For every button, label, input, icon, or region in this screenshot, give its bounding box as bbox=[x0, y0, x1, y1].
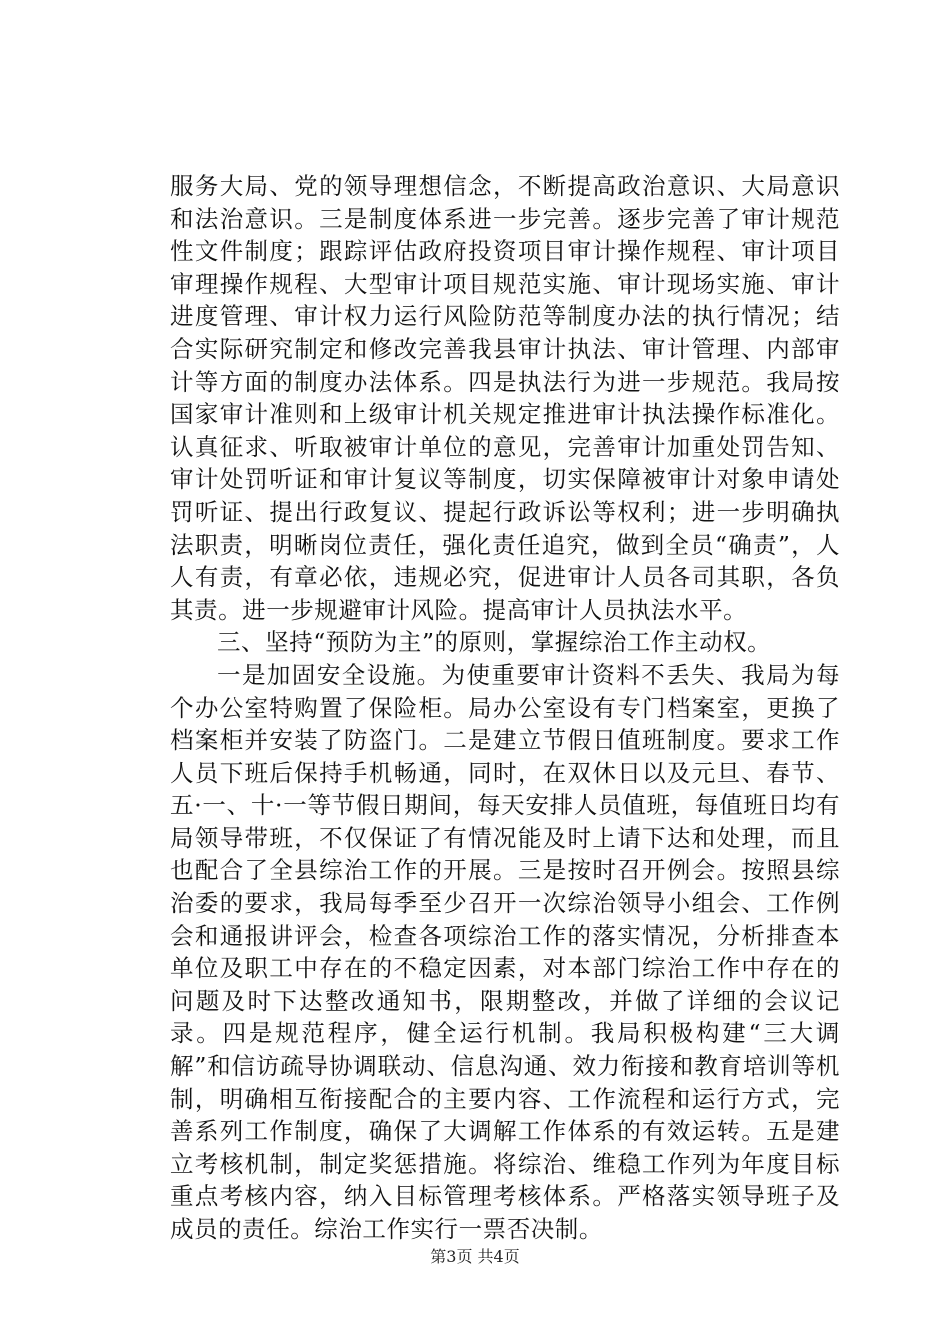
section-heading: 三、坚持“预防为主”的原则，掌握综治工作主动权。 bbox=[217, 628, 772, 657]
paragraph: 一是加固安全设施。为使重要审计资料不丢失、我局为每个办公室特购置了保险柜。局办公室设有专门档案室，更换了档案柜并安装了防盗门。二是建立节假日值班制度。要求工作人员下班后保持手机畅通，同时，在双休日以及元旦、春节、五·一、十·一等节假日期间，每天安排人员值班，每值班日均有局领导带班，不仅保证了有情况能及时上请下达和处理，而且也配合了全县综治工作的开展。三是按时召开例会。按照县综治委的要求，我局每季至少召开一次综治领导小组会、工作例会和通报讲评会，检查各项综治工作的落实情况，分析排查本单位及职工中存在的不稳定因素，对本部门综治工作中存在的问题及时下达整改通知书，限期整改，并做了详细的会议记录。四是规范程序，健全运行机制。我局积极构建“三大调解”和信访疏导协调联动、信息沟通、效力衔接和教育培训等机制，明确相互衔接配合的主要内容、工作流程和运行方式，完善系列工作制度，确保了大调解工作体系的有效运转。五是建立考核机制，制定奖惩措施。将综治、维稳工作列为年度目标重点考核内容，纳入目标管理考核体系。严格落实领导班子及成员的责任。综治工作实行一票否决制。 bbox=[170, 660, 840, 1243]
page-footer: 第3页 共4页 bbox=[430, 1247, 520, 1266]
paragraph-continuation: 服务大局、党的领导理想信念，不断提高政治意识、大局意识和法治意识。三是制度体系进一步完善。逐步完善了审计规范性文件制度；跟踪评估政府投资项目审计操作规程、审计项目审理操作规程、大型审计项目规范实施、审计现场实施、审计进度管理、审计权力运行风险防范等制度办法的执行情况；结合实际研究制定和修改完善我县审计执法、审计管理、内部审计等方面的制度办法体系。四是执法行为进一步规范。我局按国家审计准则和上级审计机关规定推进审计执法操作标准化。认真征求、听取被审计单位的意见，完善审计加重处罚告知、审计处罚听证和审计复议等制度，切实保障被审计对象申请处罚听证、提出行政复议、提起行政诉讼等权利；进一步明确执法职责，明晰岗位责任，强化责任追究，做到全员“确责”，人人有责，有章必依，违规必究，促进审计人员各司其职，各负其责。进一步规避审计风险。提高审计人员执法水平。 bbox=[170, 172, 840, 624]
document-body bbox=[170, 170, 840, 1246]
